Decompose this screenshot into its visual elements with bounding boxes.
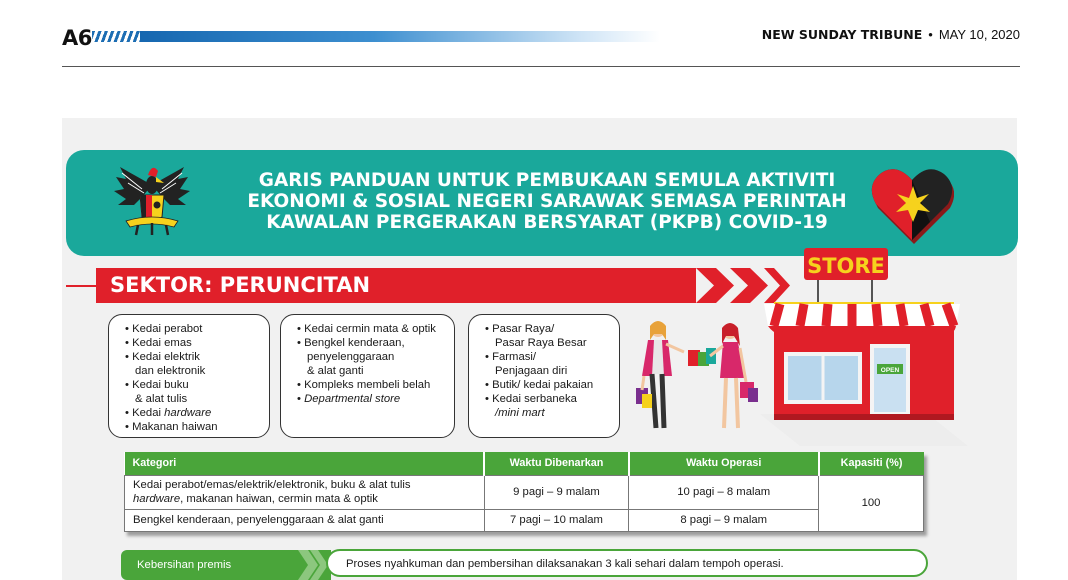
sarawak-heart-icon <box>870 166 954 244</box>
title-line: EKONOMI & SOSIAL NEGERI SARAWAK SEMASA PERINTAH <box>247 191 847 212</box>
storefront-icon <box>760 246 968 458</box>
list-item: • Pasar Raya/ <box>485 323 555 335</box>
list-item-italic: /mini mart <box>495 407 545 419</box>
shop-list-3 <box>468 314 620 438</box>
list-item: • Kompleks membeli belah <box>297 379 431 391</box>
list-item: • Kedai serbaneka <box>485 393 577 405</box>
operating-hours-cell: 8 pagi – 9 malam <box>629 509 819 531</box>
list-item: • Kedai elektrik <box>125 351 200 363</box>
title-line: KAWALAN PERGERAKAN BERSYARAT (PKPB) COVID-19 <box>266 212 828 233</box>
column-header: Kapasiti (%) <box>819 452 924 475</box>
table-header-row <box>125 452 924 475</box>
shop-list-2 <box>280 314 455 438</box>
table-row <box>125 509 924 531</box>
list-item: • Kedai perabot <box>125 323 203 335</box>
operating-hours-cell: 10 pagi – 8 malam <box>629 475 819 509</box>
issue-date: MAY 10, 2020 <box>938 27 1020 42</box>
shoppers-illustration-icon <box>628 318 763 436</box>
shop-list-1 <box>108 314 270 438</box>
sarawak-crest-icon <box>112 163 192 239</box>
list-item: • Kedai buku <box>125 379 189 391</box>
cleanliness-label: Kebersihan premis <box>137 559 232 571</box>
list-item: • Kedai emas <box>125 337 192 349</box>
list-item: • Butik/ kedai pakaian <box>485 379 594 391</box>
list-item-text: • Kedai <box>125 407 165 419</box>
table-row <box>125 475 924 509</box>
list-item-text: • <box>297 393 305 405</box>
store-sign: STORE <box>807 254 885 278</box>
category-cell <box>125 475 485 509</box>
header-rule <box>62 66 1020 67</box>
column-header: Waktu Operasi <box>629 452 819 475</box>
permitted-hours-cell: 7 pagi – 10 malam <box>484 509 629 531</box>
list-item: • Makanan haiwan <box>125 421 218 433</box>
list-item <box>297 392 446 406</box>
list-item: & alat ganti <box>307 365 364 377</box>
list-item: Penjagaan diri <box>495 365 568 377</box>
sector-label: SEKTOR: PERUNCITAN <box>110 273 371 297</box>
sector-leader-line <box>66 285 96 287</box>
category-text: , makanan haiwan, cermin mata & optik <box>180 493 378 505</box>
list-item: • Kedai cermin mata & optik <box>297 323 436 335</box>
list-item-italic: hardware <box>164 407 212 419</box>
category-italic: hardware <box>133 493 181 505</box>
title-line: GARIS PANDUAN UNTUK PEMBUKAAN SEMULA AKTIVITI <box>258 170 836 191</box>
category-cell: Bengkel kenderaan, penyelenggaraan & alat ganti <box>125 509 485 531</box>
list-item: & alat tulis <box>135 393 188 405</box>
header-blue-band <box>140 31 660 42</box>
masthead <box>762 27 1020 42</box>
header-hatch-decoration <box>92 31 142 42</box>
list-item: • Farmasi/ <box>485 351 537 363</box>
open-sign: OPEN <box>880 367 900 374</box>
newspaper-name: NEW SUNDAY TRIBUNE <box>761 27 923 42</box>
list-item <box>125 406 261 420</box>
category-text: Kedai perabot/emas/elektrik/elektronik, buku & alat tulis <box>133 479 411 491</box>
operating-hours-table <box>124 452 924 532</box>
capacity-cell: 100 <box>819 475 924 531</box>
page-number: A6 <box>62 26 92 50</box>
column-header: Waktu Dibenarkan <box>484 452 629 475</box>
cleanliness-description: Proses nyahkuman dan pembersihan dilaksanakan 3 kali sehari dalam tempoh operasi. <box>346 558 784 570</box>
list-item-italic: Departmental store <box>304 393 401 405</box>
list-item: penyelenggaraan <box>307 351 395 363</box>
list-item <box>485 406 611 420</box>
permitted-hours-cell: 9 pagi – 9 malam <box>484 475 629 509</box>
list-item: • Bengkel kenderaan, <box>297 337 405 349</box>
masthead-separator: • <box>928 27 933 42</box>
column-header: Kategori <box>125 452 485 475</box>
list-item: Pasar Raya Besar <box>495 337 587 349</box>
list-item: dan elektronik <box>135 365 206 377</box>
